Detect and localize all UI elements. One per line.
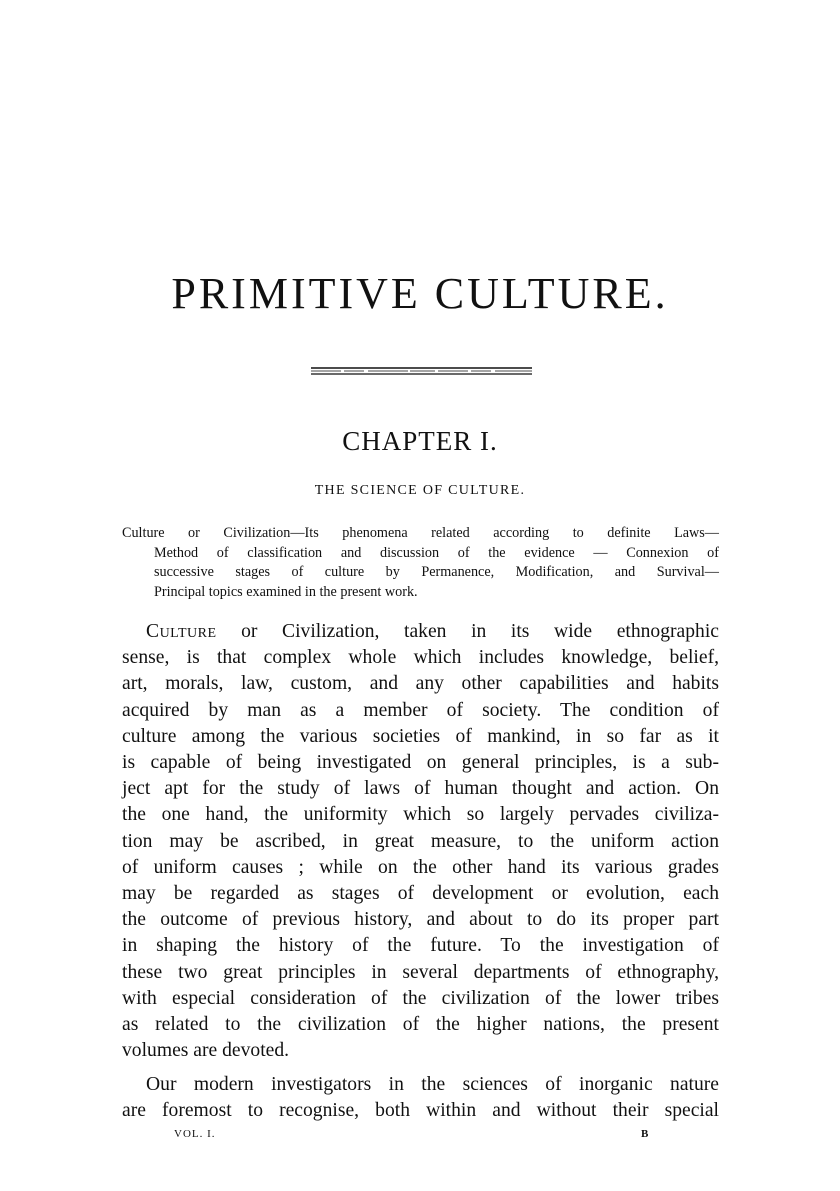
paragraph-line: of uniform causes ; while on the other hand its various grades bbox=[122, 856, 719, 878]
paragraph-line: sense, is that complex whole which includes knowledge, belief, bbox=[122, 647, 719, 669]
synopsis-line: Principal topics examined in the present work. bbox=[154, 583, 418, 600]
paragraph-line-text: or Civilization, taken in its wide ethnographic bbox=[216, 621, 719, 642]
synopsis-line: successive stages of culture by Permanence, Modification, and Survival— bbox=[154, 564, 719, 580]
synopsis-line: Culture or Civilization—Its phenomena related according to definite Laws— bbox=[122, 525, 719, 541]
book-title: PRIMITIVE CULTURE. bbox=[171, 269, 669, 318]
paragraph-line: are foremost to recognise, both within and without their special bbox=[122, 1100, 719, 1122]
paragraph-line: the one hand, the uniformity which so largely pervades civiliza- bbox=[122, 804, 719, 826]
chapter-heading: CHAPTER I. bbox=[342, 426, 498, 456]
paragraph-line: these two great principles in several departments of ethnography, bbox=[122, 961, 719, 983]
title-rule bbox=[311, 366, 532, 376]
lead-word: Culture bbox=[146, 621, 217, 642]
paragraph-line: may be regarded as stages of development or evolution, each bbox=[122, 883, 719, 905]
chapter-synopsis bbox=[122, 524, 719, 602]
paragraph-line: art, morals, law, custom, and any other capabilities and habits bbox=[122, 673, 719, 695]
paragraph-line: as related to the civilization of the higher nations, the present bbox=[122, 1014, 719, 1036]
paragraph-line: volumes are devoted. bbox=[122, 1040, 290, 1062]
paragraph-line: the outcome of previous history, and about to do its proper part bbox=[122, 909, 719, 931]
decorative-rule-icon bbox=[311, 366, 532, 376]
paragraph-line: Our modern investigators in the sciences of inorganic nature bbox=[146, 1074, 719, 1095]
paragraph-line: is capable of being investigated on general principles, is a sub- bbox=[122, 752, 719, 774]
paragraph-line bbox=[122, 619, 719, 645]
chapter-subtitle: THE SCIENCE OF CULTURE. bbox=[314, 483, 526, 498]
synopsis-line: Method of classification and discussion of the evidence — Connexion of bbox=[154, 544, 719, 561]
paragraph-1 bbox=[122, 619, 719, 1064]
paragraph-line: ject apt for the study of laws of human thought and action. On bbox=[122, 778, 719, 800]
signature-mark-volume: VOL. I. bbox=[174, 1128, 216, 1140]
paragraph-line: with especial consideration of the civilization of the lower tribes bbox=[122, 987, 719, 1009]
paragraph-line: culture among the various societies of mankind, in so far as it bbox=[122, 725, 719, 747]
paragraph-line: in shaping the history of the future. To the investigation of bbox=[122, 935, 719, 957]
paragraph-line: tion may be ascribed, in great measure, to the uniform action bbox=[122, 830, 719, 852]
paragraph-line: acquired by man as a member of society. The condition of bbox=[122, 699, 719, 721]
paragraph-2 bbox=[122, 1072, 719, 1124]
signature-mark-letter: B bbox=[641, 1128, 650, 1140]
